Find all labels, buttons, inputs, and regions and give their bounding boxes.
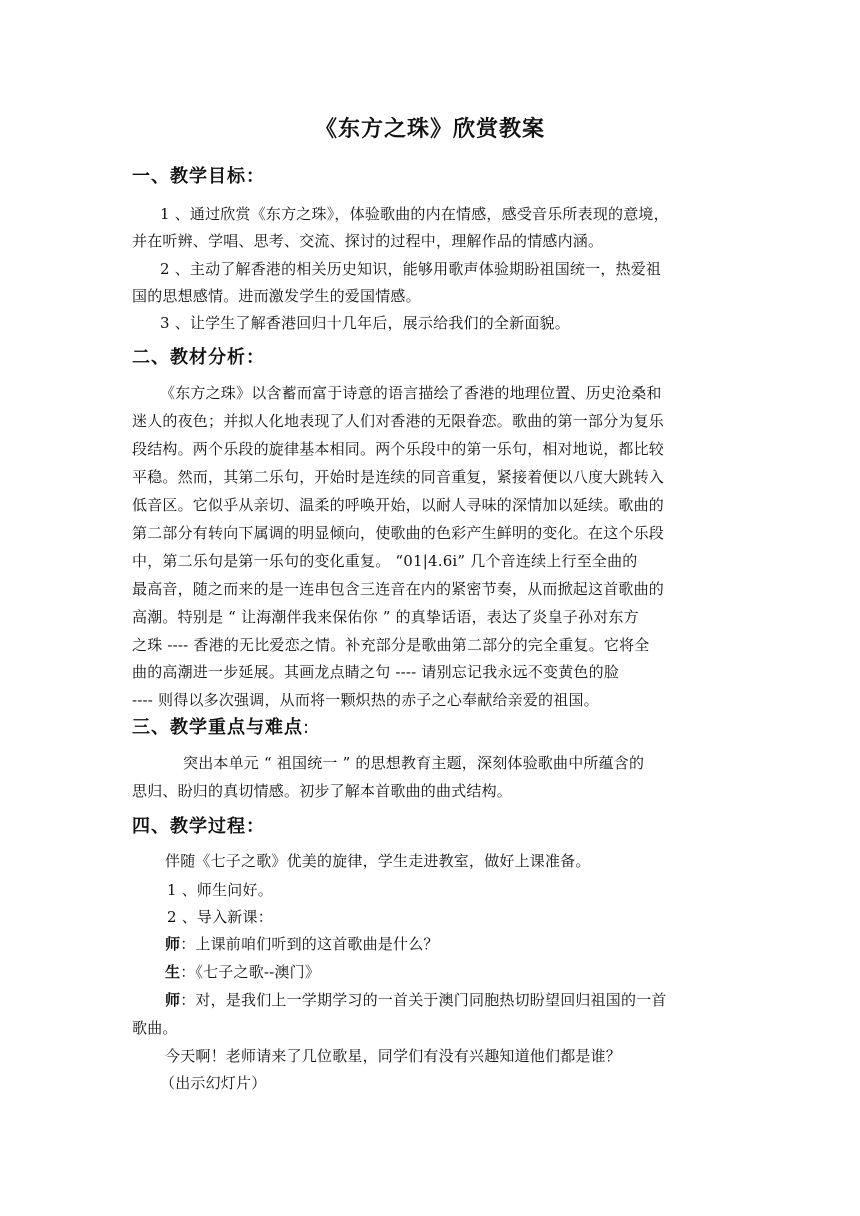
paragraph-line: 中，第二乐句是第一乐句的变化重复。 “01|4.6i” 几个音连续上行至全曲的 [132,552,638,570]
paragraph-line: 国的思想感情。进而激发学生的爱国情感。 [132,287,421,305]
paragraph-line: 3 、让学生了解香港回归十几年后，展示给我们的全新面貌。 [160,314,570,332]
paragraph-line: 平稳。然而，其第二乐句，开始时是连续的同音重复，紧接着便以八度大跳转入 [132,468,665,486]
speaker-label: 生 [165,963,181,981]
paragraph-line: 2 、主动了解香港的相关历史知识，能够用歌声体验期盼祖国统一，热爱祖 [160,260,662,278]
paragraph-line: 之珠 ---- 香港的无比爱恋之情。补充部分是歌曲第二部分的完全重复。它将全 [132,636,650,654]
speaker-label: 师 [165,991,181,1009]
paragraph-line: 1 、师生问好。 [167,881,273,899]
paragraph-line: ---- 则得以多次强调，从而将一颗炽热的赤子之心奉献给亲爱的祖国。 [132,691,599,709]
dialogue-line [165,933,765,954]
dialogue-text: ：上课前咱们听到的这首歌曲是什么？ [180,935,439,953]
heading-text: 三、教学重点与难点 [132,717,303,738]
section-heading-objectives: 一、教学目标： [132,166,265,187]
section-heading-process: 四、教学过程： [132,816,265,837]
paragraph-line: 曲的高潮进一步延展。其画龙点睛之句 ---- 请别忘记我永远不变黄色的脸 [132,663,620,681]
paragraph-line: （出示幻灯片） [160,1074,267,1092]
paragraph-line: 《东方之珠》以含蓄而富于诗意的语言描绘了香港的地理位置、历史沧桑和 [160,384,662,402]
paragraph-line: 突出本单元 “ 祖国统一 ” 的思想教育主题，深刻体验歌曲中所蕴含的 [183,754,645,772]
paragraph-line: 歌曲。 [132,1019,178,1037]
section-heading-analysis: 二、教材分析： [132,347,265,368]
dialogue-text: ：《七子之歌--澳门》 [180,963,321,981]
paragraph-line: 伴随《七子之歌》优美的旋律，学生走进教室，做好上课准备。 [165,852,591,870]
paragraph-line: 低音区。它似乎从亲切、温柔的呼唤开始，以耐人寻味的深情加以延续。歌曲的 [132,496,665,514]
dialogue-line [165,961,765,982]
paragraph-line: 并在听辨、学唱、思考、交流、探讨的过程中，理解作品的情感内涵。 [132,232,604,250]
paragraph-line: 思归、盼归的真切情感。初步了解本首歌曲的曲式结构。 [132,782,513,800]
section-heading-key-points [132,713,310,739]
paragraph-line: 段结构。两个乐段的旋律基本相同。两个乐段中的第一乐句，相对地说，都比较 [132,440,665,458]
heading-colon: : [303,717,311,738]
speaker-label: 师 [165,935,181,953]
paragraph-line: 迷人的夜色；并拟人化地表现了人们对香港的无限眷恋。歌曲的第一部分为复乐 [132,412,665,430]
paragraph-line: 第二部分有转向下属调的明显倾向，使歌曲的色彩产生鲜明的变化。在这个乐段 [132,524,665,542]
document-title: 《东方之珠》欣赏教案 [314,117,545,142]
paragraph-line: 2 、导入新课： [167,908,273,926]
dialogue-line [165,989,765,1010]
paragraph-line: 高潮。特别是 “ 让海潮伴我来保佑你 ” 的真挚话语，表达了炎皇子孙对东方 [132,608,639,626]
paragraph-line: 最高音，随之而来的是一连串包含三连音在内的紧密节奏，从而掀起这首歌曲的 [132,580,665,598]
dialogue-text: ：对，是我们上一学期学习的一首关于澳门同胞热切盼望回归祖国的一首 [180,991,667,1009]
paragraph-line: 1 、通过欣赏《东方之珠》，体验歌曲的内在情感，感受音乐所表现的意境， [160,205,669,223]
paragraph-line: 今天啊！老师请来了几位歌星，同学们有没有兴趣知道他们都是谁？ [165,1047,622,1065]
